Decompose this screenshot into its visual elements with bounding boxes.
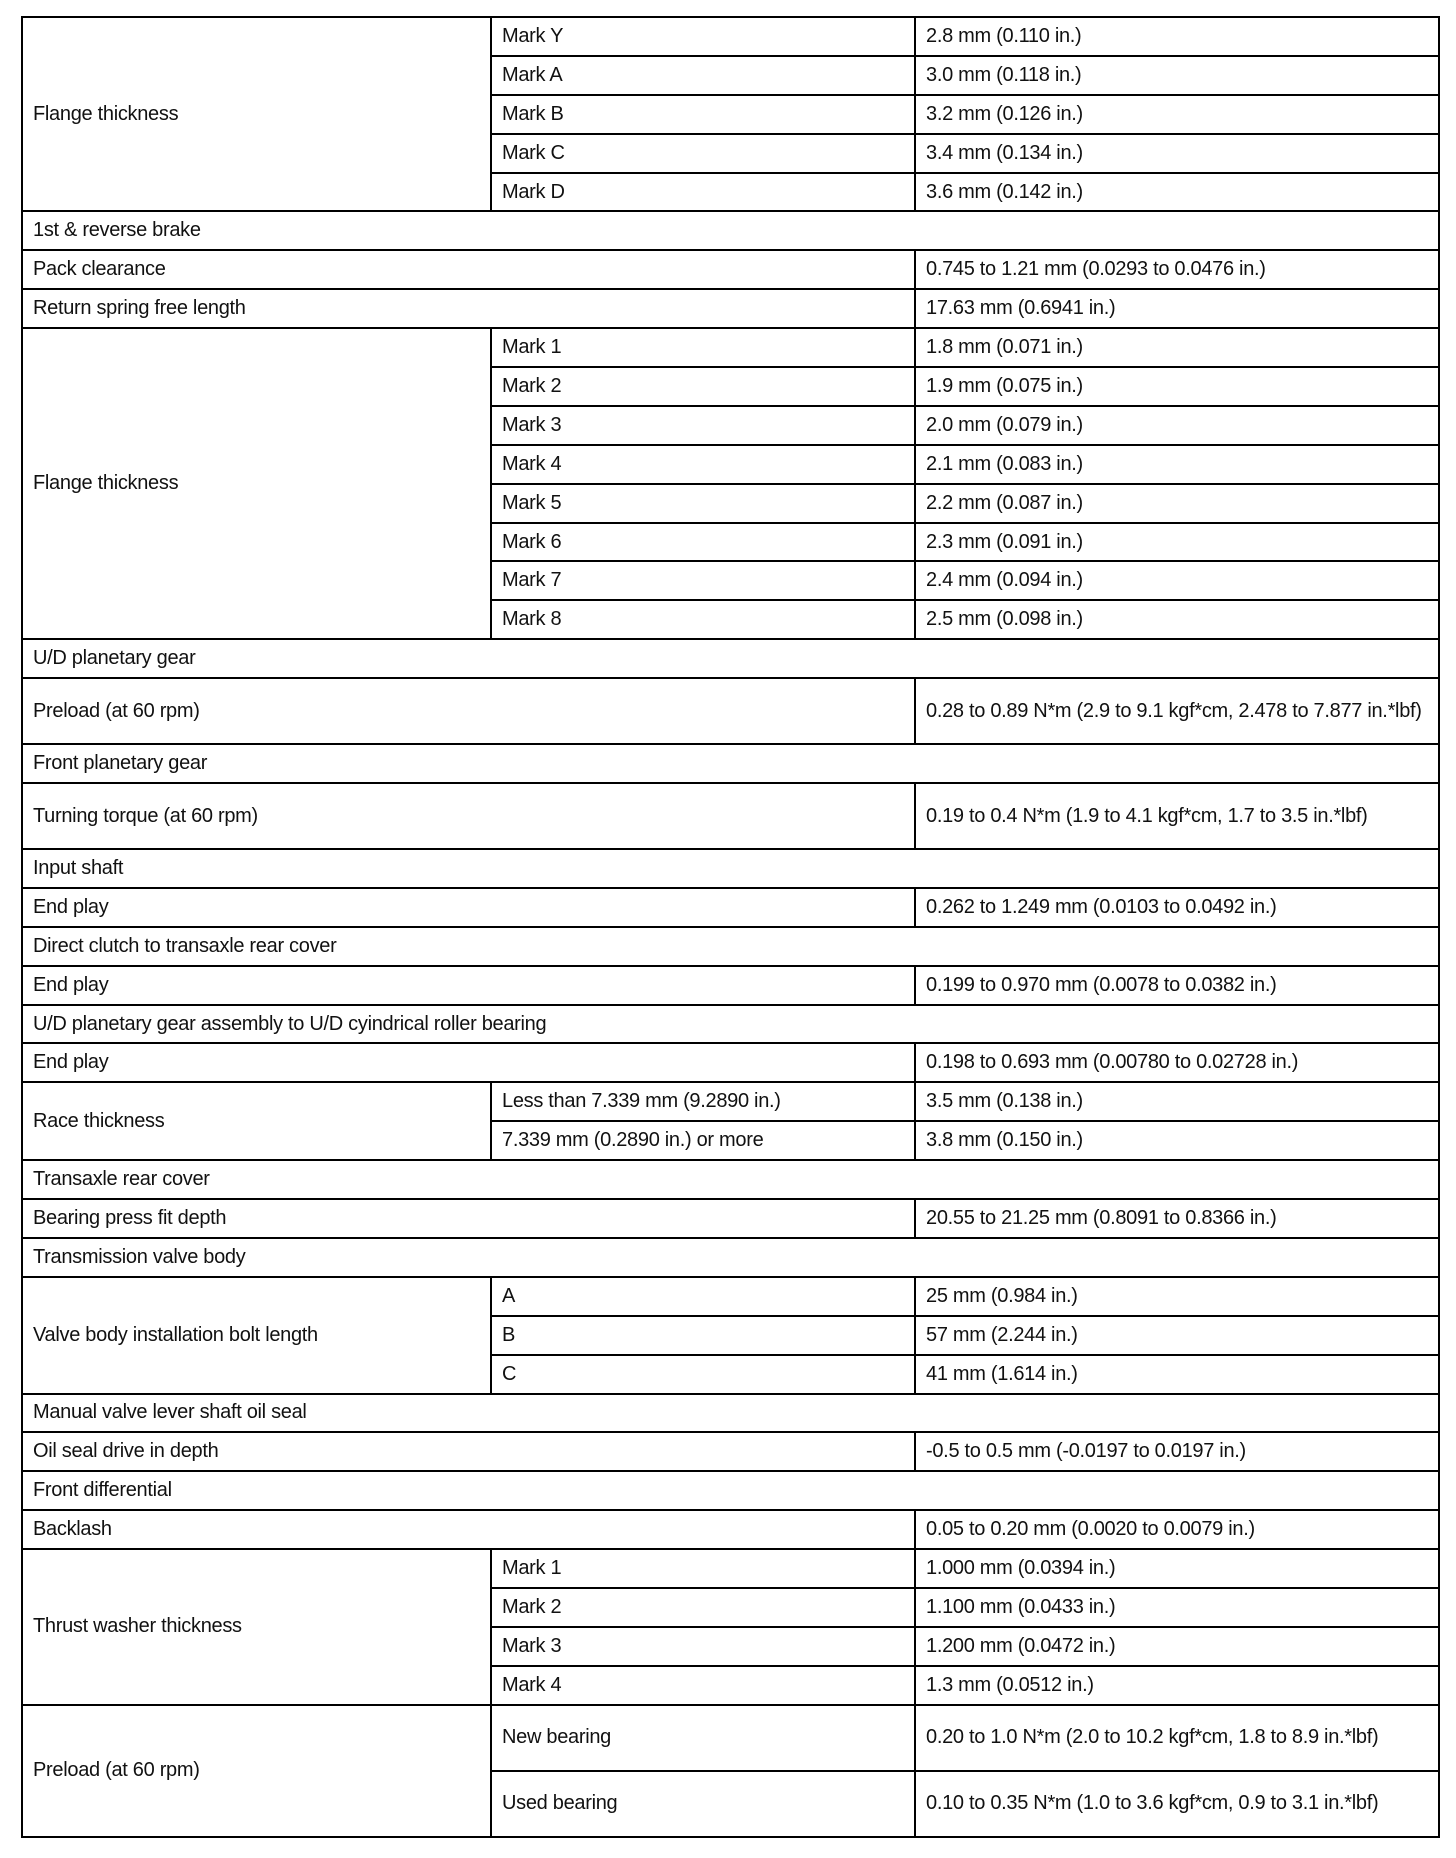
spec-value: 0.745 to 1.21 mm (0.0293 to 0.0476 in.) xyxy=(915,250,1439,289)
condition-label: B xyxy=(491,1316,915,1355)
item-label: Preload (at 60 rpm) xyxy=(22,1705,491,1837)
item-label: Preload (at 60 rpm) xyxy=(22,678,915,744)
spec-value: 2.0 mm (0.079 in.) xyxy=(915,406,1439,445)
condition-label: 7.339 mm (0.2890 in.) or more xyxy=(491,1121,915,1160)
spec-value: 2.5 mm (0.098 in.) xyxy=(915,600,1439,639)
spec-value: 0.199 to 0.970 mm (0.0078 to 0.0382 in.) xyxy=(915,966,1439,1005)
spec-value: 2.8 mm (0.110 in.) xyxy=(915,17,1439,56)
spec-value: 3.2 mm (0.126 in.) xyxy=(915,95,1439,134)
section-row xyxy=(22,1160,1439,1199)
condition-label: Mark D xyxy=(491,173,915,212)
item-label: Turning torque (at 60 rpm) xyxy=(22,783,915,849)
spec-value: 0.20 to 1.0 N*m (2.0 to 10.2 kgf*cm, 1.8 to 8.9 in.*lbf) xyxy=(915,1705,1439,1771)
spec-value: 2.4 mm (0.094 in.) xyxy=(915,561,1439,600)
table-row xyxy=(22,17,1439,56)
condition-label: Mark B xyxy=(491,95,915,134)
spec-value: 1.000 mm (0.0394 in.) xyxy=(915,1549,1439,1588)
condition-label: Used bearing xyxy=(491,1771,915,1837)
spec-value: 0.19 to 0.4 N*m (1.9 to 4.1 kgf*cm, 1.7 to 3.5 in.*lbf) xyxy=(915,783,1439,849)
spec-value: 3.6 mm (0.142 in.) xyxy=(915,173,1439,212)
condition-label: Mark 3 xyxy=(491,1627,915,1666)
table-row xyxy=(22,1082,1439,1121)
condition-label: New bearing xyxy=(491,1705,915,1771)
table-row xyxy=(22,1043,1439,1082)
table-row xyxy=(22,328,1439,367)
item-label: Pack clearance xyxy=(22,250,915,289)
condition-label: Mark 3 xyxy=(491,406,915,445)
table-row xyxy=(22,678,1439,744)
specification-table-body xyxy=(22,17,1439,1837)
item-label: Flange thickness xyxy=(22,328,491,639)
condition-label: Mark 8 xyxy=(491,600,915,639)
item-label: End play xyxy=(22,1043,915,1082)
spec-value: 3.0 mm (0.118 in.) xyxy=(915,56,1439,95)
section-row xyxy=(22,1238,1439,1277)
section-row xyxy=(22,744,1439,783)
spec-value: 57 mm (2.244 in.) xyxy=(915,1316,1439,1355)
section-heading: Transaxle rear cover xyxy=(22,1160,1439,1199)
condition-label: Mark 1 xyxy=(491,328,915,367)
spec-value: 1.100 mm (0.0433 in.) xyxy=(915,1588,1439,1627)
spec-value: 2.3 mm (0.091 in.) xyxy=(915,523,1439,562)
spec-value: 0.262 to 1.249 mm (0.0103 to 0.0492 in.) xyxy=(915,888,1439,927)
section-heading: Front differential xyxy=(22,1471,1439,1510)
section-row xyxy=(22,1005,1439,1044)
section-heading: U/D planetary gear xyxy=(22,639,1439,678)
condition-label: Mark 2 xyxy=(491,1588,915,1627)
condition-label: Mark Y xyxy=(491,17,915,56)
section-row xyxy=(22,211,1439,250)
item-label: Thrust washer thickness xyxy=(22,1549,491,1705)
spec-value: -0.5 to 0.5 mm (-0.0197 to 0.0197 in.) xyxy=(915,1432,1439,1471)
table-row xyxy=(22,783,1439,849)
spec-value: 0.198 to 0.693 mm (0.00780 to 0.02728 in.) xyxy=(915,1043,1439,1082)
section-row xyxy=(22,849,1439,888)
item-label: Bearing press fit depth xyxy=(22,1199,915,1238)
table-row xyxy=(22,1510,1439,1549)
table-row xyxy=(22,1277,1439,1316)
condition-label: Mark 4 xyxy=(491,445,915,484)
item-label: Race thickness xyxy=(22,1082,491,1160)
section-heading: Manual valve lever shaft oil seal xyxy=(22,1394,1439,1433)
section-heading: Direct clutch to transaxle rear cover xyxy=(22,927,1439,966)
condition-label: C xyxy=(491,1355,915,1394)
spec-value: 20.55 to 21.25 mm (0.8091 to 0.8366 in.) xyxy=(915,1199,1439,1238)
table-row xyxy=(22,289,1439,328)
section-heading: 1st & reverse brake xyxy=(22,211,1439,250)
table-row xyxy=(22,1549,1439,1588)
specification-table xyxy=(21,16,1440,1838)
section-heading: Transmission valve body xyxy=(22,1238,1439,1277)
spec-value: 1.8 mm (0.071 in.) xyxy=(915,328,1439,367)
condition-label: Mark 2 xyxy=(491,367,915,406)
spec-value: 2.1 mm (0.083 in.) xyxy=(915,445,1439,484)
table-row xyxy=(22,1199,1439,1238)
condition-label: Less than 7.339 mm (9.2890 in.) xyxy=(491,1082,915,1121)
spec-value: 3.4 mm (0.134 in.) xyxy=(915,134,1439,173)
condition-label: A xyxy=(491,1277,915,1316)
section-heading: Input shaft xyxy=(22,849,1439,888)
spec-value: 1.200 mm (0.0472 in.) xyxy=(915,1627,1439,1666)
item-label: Return spring free length xyxy=(22,289,915,328)
spec-value: 0.05 to 0.20 mm (0.0020 to 0.0079 in.) xyxy=(915,1510,1439,1549)
spec-value: 1.3 mm (0.0512 in.) xyxy=(915,1666,1439,1705)
spec-value: 17.63 mm (0.6941 in.) xyxy=(915,289,1439,328)
spec-value: 25 mm (0.984 in.) xyxy=(915,1277,1439,1316)
table-row xyxy=(22,966,1439,1005)
item-label: Valve body installation bolt length xyxy=(22,1277,491,1394)
condition-label: Mark 4 xyxy=(491,1666,915,1705)
condition-label: Mark 5 xyxy=(491,484,915,523)
item-label: End play xyxy=(22,888,915,927)
spec-value: 0.28 to 0.89 N*m (2.9 to 9.1 kgf*cm, 2.478 to 7.877 in.*lbf) xyxy=(915,678,1439,744)
spec-value: 0.10 to 0.35 N*m (1.0 to 3.6 kgf*cm, 0.9 to 3.1 in.*lbf) xyxy=(915,1771,1439,1837)
spec-value: 41 mm (1.614 in.) xyxy=(915,1355,1439,1394)
table-row xyxy=(22,1432,1439,1471)
spec-value: 1.9 mm (0.075 in.) xyxy=(915,367,1439,406)
spec-value: 3.8 mm (0.150 in.) xyxy=(915,1121,1439,1160)
table-row xyxy=(22,888,1439,927)
section-row xyxy=(22,1471,1439,1510)
condition-label: Mark A xyxy=(491,56,915,95)
item-label: Backlash xyxy=(22,1510,915,1549)
section-heading: U/D planetary gear assembly to U/D cyindrical roller bearing xyxy=(22,1005,1439,1044)
section-row xyxy=(22,927,1439,966)
condition-label: Mark 7 xyxy=(491,561,915,600)
section-row xyxy=(22,1394,1439,1433)
item-label: Flange thickness xyxy=(22,17,491,211)
table-row xyxy=(22,1705,1439,1771)
condition-label: Mark 1 xyxy=(491,1549,915,1588)
spec-value: 2.2 mm (0.087 in.) xyxy=(915,484,1439,523)
spec-value: 3.5 mm (0.138 in.) xyxy=(915,1082,1439,1121)
section-row xyxy=(22,639,1439,678)
condition-label: Mark 6 xyxy=(491,523,915,562)
section-heading: Front planetary gear xyxy=(22,744,1439,783)
table-row xyxy=(22,250,1439,289)
condition-label: Mark C xyxy=(491,134,915,173)
item-label: Oil seal drive in depth xyxy=(22,1432,915,1471)
item-label: End play xyxy=(22,966,915,1005)
